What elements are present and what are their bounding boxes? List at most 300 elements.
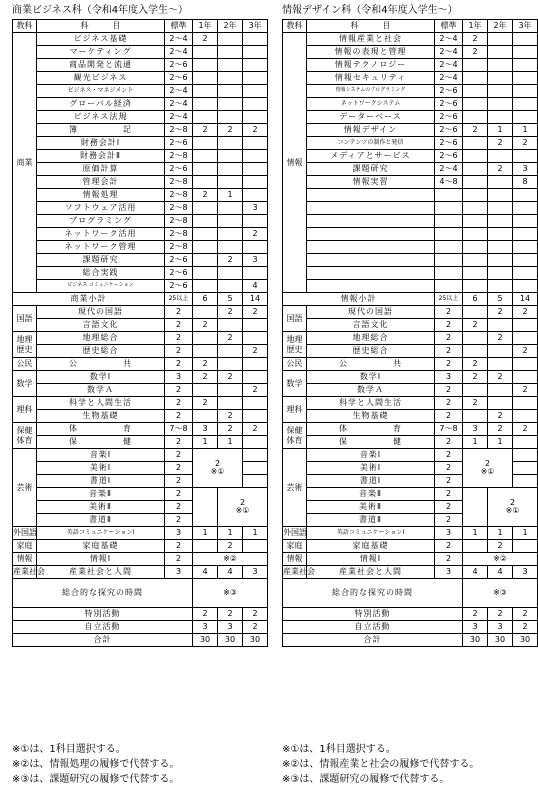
year1-cell: 30: [463, 634, 488, 647]
year2-cell: [488, 189, 513, 202]
table-row: [13, 449, 268, 462]
standard-cell: 2: [165, 449, 193, 462]
year1-cell: [193, 72, 218, 85]
subject-cell: データーベース: [307, 111, 435, 124]
table-row: [283, 33, 538, 46]
footnote: ※①は、1科目選択する。: [282, 744, 396, 755]
table-row: [283, 228, 538, 241]
subject-cell: 数学Ａ: [37, 384, 165, 397]
year3-cell: [243, 150, 268, 163]
subject-cell: グローバル経済: [37, 98, 165, 111]
year3-cell: [243, 410, 268, 423]
standard-cell: 2: [435, 384, 463, 397]
standard-cell: 2～8: [165, 124, 193, 137]
special-activity-row: [283, 608, 538, 621]
subject-cell: メディアとサービス: [307, 150, 435, 163]
art-selection-1: [463, 449, 513, 488]
table-row: [283, 527, 538, 540]
year2-cell: [488, 176, 513, 189]
year3-cell: [513, 46, 538, 59]
subtotal-standard: 25以上: [165, 293, 193, 306]
year3-cell: 3: [513, 566, 538, 579]
year2-cell: 4: [488, 566, 513, 579]
subject-cell: 英語コミュニケーションⅠ: [37, 527, 165, 540]
subject-cell: ネットワークシステム: [307, 98, 435, 111]
header-year1: 1年: [463, 20, 488, 33]
year3-cell: [243, 462, 268, 475]
year3-cell: [513, 475, 538, 488]
subject-cell: 情報実習: [307, 176, 435, 189]
subject-cell: 科学と人間生活: [37, 397, 165, 410]
subject-cell: 書道Ⅰ: [37, 475, 165, 488]
table-row: [283, 150, 538, 163]
year1-cell: [463, 540, 488, 553]
table-row: [283, 137, 538, 150]
year2-cell: 5: [488, 293, 513, 306]
table-row: [13, 397, 268, 410]
standard-cell: 2: [435, 332, 463, 345]
year1-cell: [193, 163, 218, 176]
year3-cell: [513, 332, 538, 345]
category-cell: 芸術: [283, 449, 307, 527]
year2-cell: [488, 241, 513, 254]
table-row: [13, 384, 268, 397]
year3-cell: [513, 462, 538, 475]
special-activity-label: 特別活動: [283, 608, 463, 621]
subject-cell: 現代の国語: [307, 306, 435, 319]
header-category: 教科: [13, 20, 37, 33]
year2-cell: [488, 397, 513, 410]
year2-cell: 1: [488, 527, 513, 540]
year2-cell: [218, 280, 243, 293]
year1-cell: [463, 202, 488, 215]
year1-cell: 2: [193, 124, 218, 137]
year3-cell: [243, 449, 268, 462]
category-cell: 国語: [283, 306, 307, 332]
category-cell: 産業社会: [13, 566, 37, 579]
year3-cell: 2: [513, 137, 538, 150]
subject-cell: 情報セキュリティ: [307, 72, 435, 85]
subject-cell: 家庭基礎: [37, 540, 165, 553]
year2-cell: [218, 85, 243, 98]
year2-cell: 3: [488, 621, 513, 634]
subject-cell: 書道Ⅱ: [307, 514, 435, 527]
header-year3: 3年: [243, 20, 268, 33]
subject-cell: 音楽Ⅱ: [37, 488, 165, 501]
standard-cell: 2: [165, 514, 193, 527]
category-cell: 外国語: [283, 527, 307, 540]
table-row: [283, 384, 538, 397]
standard-cell: 2: [435, 345, 463, 358]
header-row: [283, 20, 538, 33]
year3-cell: [513, 254, 538, 267]
year1-cell: [463, 111, 488, 124]
subject-cell: 数学Ⅰ: [37, 371, 165, 384]
year2-cell: [218, 137, 243, 150]
standard-cell: 2～8: [165, 150, 193, 163]
year1-cell: [193, 150, 218, 163]
note-cell: ※②: [463, 553, 538, 566]
year1-cell: [463, 72, 488, 85]
year2-cell: [218, 241, 243, 254]
year2-cell: [218, 267, 243, 280]
standard-cell: 2～6: [165, 254, 193, 267]
table-row: [13, 553, 268, 566]
subject-cell: 情報Ⅰ: [37, 553, 165, 566]
year2-cell: [488, 345, 513, 358]
year3-cell: 2: [513, 423, 538, 436]
total-label: 合計: [13, 634, 193, 647]
year2-cell: [488, 59, 513, 72]
subject-cell: 美術Ⅱ: [307, 501, 435, 514]
year1-cell: 3: [193, 621, 218, 634]
left-notes: [12, 742, 179, 787]
year1-cell: [193, 98, 218, 111]
table-row: [283, 423, 538, 436]
table-row: [13, 566, 268, 579]
category-cell: 公民: [283, 358, 307, 371]
subject-cell: 美術Ⅱ: [37, 501, 165, 514]
year3-cell: 2: [243, 384, 268, 397]
year1-cell: [193, 228, 218, 241]
year3-cell: [513, 59, 538, 72]
subtotal-row: [13, 293, 268, 306]
year3-cell: 2: [513, 306, 538, 319]
year2-cell: [488, 111, 513, 124]
right-notes: [282, 742, 479, 787]
special-activity-label: 特別活動: [13, 608, 193, 621]
year1-cell: 2: [463, 371, 488, 384]
category-cell: 国語: [13, 306, 37, 332]
table-row: [283, 436, 538, 449]
standard-cell: 2～6: [435, 124, 463, 137]
year3-cell: 8: [513, 176, 538, 189]
sheet-title: 情報デザイン科（令和4年度入学生～）: [282, 5, 458, 16]
standard-cell: [435, 189, 463, 202]
category-cell: 保健体育: [13, 423, 37, 449]
table-row: [283, 410, 538, 423]
subject-cell: 歴史総合: [37, 345, 165, 358]
year2-cell: [218, 228, 243, 241]
year1-cell: 2: [463, 608, 488, 621]
year1-cell: [463, 345, 488, 358]
table-row: [13, 423, 268, 436]
standard-cell: 2: [165, 384, 193, 397]
subject-cell: 保 健: [37, 436, 165, 449]
year3-cell: [513, 436, 538, 449]
year2-cell: 5: [218, 293, 243, 306]
year2-cell: [218, 163, 243, 176]
table-row: [283, 163, 538, 176]
table-row: [13, 98, 268, 111]
standard-cell: 2～6: [165, 163, 193, 176]
year1-cell: 2: [463, 397, 488, 410]
subject-cell: 公 共: [37, 358, 165, 371]
year3-cell: 30: [243, 634, 268, 647]
year1-cell: [463, 384, 488, 397]
subject-cell: 音楽Ⅰ: [307, 449, 435, 462]
subject-cell: [307, 241, 435, 254]
subject-cell: ソフトウェア活用: [37, 202, 165, 215]
year2-cell: 1: [488, 436, 513, 449]
year1-cell: 2: [193, 608, 218, 621]
year2-cell: [488, 384, 513, 397]
year3-cell: 2: [513, 608, 538, 621]
standard-cell: 7～8: [165, 423, 193, 436]
year2-cell: 2: [488, 423, 513, 436]
standard-cell: 2: [165, 397, 193, 410]
year3-cell: 1: [513, 124, 538, 137]
year1-cell: [463, 332, 488, 345]
year3-cell: [513, 111, 538, 124]
year2-cell: [218, 98, 243, 111]
subject-cell: 簿 記: [37, 124, 165, 137]
year3-cell: 2: [513, 384, 538, 397]
year2-cell: [488, 33, 513, 46]
subject-cell: 公 共: [307, 358, 435, 371]
year1-cell: [463, 241, 488, 254]
header-standard: 標準: [165, 20, 193, 33]
subject-cell: 情報の表現と管理: [307, 46, 435, 59]
year2-cell: 2: [218, 608, 243, 621]
table-row: [283, 124, 538, 137]
subject-cell: 現代の国語: [37, 306, 165, 319]
year2-cell: [488, 280, 513, 293]
subject-cell: 総合実践: [37, 267, 165, 280]
standard-cell: [435, 280, 463, 293]
category-cell: 保健体育: [283, 423, 307, 449]
standard-cell: 2～4: [165, 98, 193, 111]
year1-cell: 4: [463, 566, 488, 579]
footnote: ※①は、1科目選択する。: [12, 744, 126, 755]
year3-cell: 3: [243, 202, 268, 215]
subject-cell: 情報システムのプログラミング: [307, 85, 435, 98]
year1-cell: 6: [193, 293, 218, 306]
year1-cell: [193, 137, 218, 150]
standard-cell: 2～6: [165, 59, 193, 72]
table-row: [13, 85, 268, 98]
subject-cell: 数学Ａ: [307, 384, 435, 397]
year3-cell: [243, 72, 268, 85]
subject-cell: 観光ビジネス: [37, 72, 165, 85]
year3-cell: [243, 46, 268, 59]
subject-cell: 言語文化: [37, 319, 165, 332]
subject-cell: 情報テクノロジー: [307, 59, 435, 72]
subject-cell: 英語コミュニケーションⅠ: [307, 527, 435, 540]
year2-cell: 2: [488, 371, 513, 384]
year1-cell: 2: [463, 46, 488, 59]
year2-cell: [218, 384, 243, 397]
table-row: [13, 488, 268, 501]
table-row: [13, 540, 268, 553]
subtotal-label: 商業小計: [13, 293, 165, 306]
year2-cell: 2: [218, 371, 243, 384]
year1-cell: [463, 59, 488, 72]
year3-cell: 3: [243, 254, 268, 267]
subject-cell: 地理総合: [37, 332, 165, 345]
standard-cell: 3: [165, 527, 193, 540]
year1-cell: [463, 137, 488, 150]
year3-cell: [513, 72, 538, 85]
subject-cell: 数学Ⅰ: [307, 371, 435, 384]
year1-cell: [463, 150, 488, 163]
year2-cell: 4: [218, 566, 243, 579]
standard-cell: 2: [165, 488, 193, 501]
subject-cell: 情報産業と社会: [307, 33, 435, 46]
table-row: [13, 33, 268, 46]
year2-cell: [488, 358, 513, 371]
year1-cell: [463, 267, 488, 280]
year1-cell: [193, 488, 218, 527]
year3-cell: [513, 228, 538, 241]
year1-cell: 3: [463, 621, 488, 634]
table-row: [13, 163, 268, 176]
standard-cell: 2～6: [165, 72, 193, 85]
curriculum-table: [12, 19, 268, 647]
table-row: [13, 215, 268, 228]
category-cell: 産業社会: [283, 566, 307, 579]
category-cell: 地理歴史: [283, 332, 307, 358]
year2-cell: 30: [218, 634, 243, 647]
year3-cell: [243, 33, 268, 46]
standard-cell: 2: [165, 436, 193, 449]
standard-cell: 2: [165, 332, 193, 345]
year3-cell: [243, 59, 268, 72]
table-row: [13, 527, 268, 540]
standard-cell: 2～4: [435, 72, 463, 85]
subject-cell: 体 育: [37, 423, 165, 436]
year1-cell: 2: [193, 397, 218, 410]
year3-cell: [243, 267, 268, 280]
category-cell: 数学: [283, 371, 307, 397]
standard-cell: 2～4: [435, 33, 463, 46]
table-row: [283, 371, 538, 384]
year3-cell: [513, 85, 538, 98]
standard-cell: 2: [435, 475, 463, 488]
subject-cell: ビジネス基礎: [37, 33, 165, 46]
year2-cell: 2: [218, 124, 243, 137]
year2-cell: 2: [488, 306, 513, 319]
standard-cell: 2～8: [165, 228, 193, 241]
year3-cell: [243, 176, 268, 189]
standard-cell: 4～8: [435, 176, 463, 189]
standard-cell: 3: [435, 371, 463, 384]
standard-cell: 2～8: [165, 176, 193, 189]
subject-cell: ビジネス コミュニケーション: [37, 280, 165, 293]
year1-cell: [463, 488, 488, 527]
year3-cell: 3: [513, 163, 538, 176]
year1-cell: [193, 241, 218, 254]
subject-cell: 保 健: [307, 436, 435, 449]
subject-cell: 課題研究: [307, 163, 435, 176]
year2-cell: [218, 46, 243, 59]
year3-cell: [513, 280, 538, 293]
table-row: [283, 46, 538, 59]
footnote: ※③は、課題研究の履修で代替する。: [282, 774, 450, 785]
table-row: [283, 488, 538, 501]
subject-cell: 言語文化: [307, 319, 435, 332]
standard-cell: 2～4: [435, 163, 463, 176]
year1-cell: 6: [463, 293, 488, 306]
year1-cell: 2: [463, 33, 488, 46]
year1-cell: 2: [193, 358, 218, 371]
standard-cell: 2～6: [165, 267, 193, 280]
table-row: [283, 202, 538, 215]
standard-cell: 2～8: [165, 202, 193, 215]
year2-cell: [218, 319, 243, 332]
standard-cell: 2～4: [165, 33, 193, 46]
selection-note: ※①: [235, 506, 250, 515]
standard-cell: 2～4: [165, 111, 193, 124]
table-row: [13, 189, 268, 202]
table-row: [283, 345, 538, 358]
special-activity-row: [13, 608, 268, 621]
left-sheet: [12, 4, 268, 647]
standard-cell: 2: [435, 397, 463, 410]
year2-cell: 1: [218, 527, 243, 540]
year3-cell: [243, 475, 268, 488]
table-row: [13, 228, 268, 241]
subject-cell: 体 育: [307, 423, 435, 436]
standard-cell: 2: [165, 475, 193, 488]
standard-cell: 2: [435, 514, 463, 527]
year1-cell: 3: [193, 423, 218, 436]
standard-cell: [435, 202, 463, 215]
header-category: 教科: [283, 20, 307, 33]
year3-cell: [513, 371, 538, 384]
year1-cell: 2: [193, 189, 218, 202]
table-row: [13, 150, 268, 163]
inquiry-note: ※③: [463, 579, 538, 608]
subject-cell: 美術Ⅰ: [307, 462, 435, 475]
year2-cell: [488, 267, 513, 280]
year3-cell: [513, 358, 538, 371]
standard-cell: 2: [165, 501, 193, 514]
subject-cell: 産業社会と人間: [307, 566, 435, 579]
subject-cell: 管理会計: [37, 176, 165, 189]
table-row: [283, 358, 538, 371]
year2-cell: [488, 46, 513, 59]
selection-credits: 2: [509, 498, 516, 507]
year2-cell: 3: [218, 621, 243, 634]
year3-cell: 2: [243, 423, 268, 436]
subject-cell: 美術Ⅰ: [37, 462, 165, 475]
subject-cell: 財務会計Ⅰ: [37, 137, 165, 150]
table-row: [13, 306, 268, 319]
year2-cell: 2: [218, 332, 243, 345]
year2-cell: [218, 59, 243, 72]
table-row: [13, 202, 268, 215]
table-row: [13, 72, 268, 85]
inquiry-label: 総合的な探究の時間: [283, 579, 463, 608]
year3-cell: [243, 436, 268, 449]
table-row: [283, 449, 538, 462]
year2-cell: [218, 215, 243, 228]
year3-cell: 2: [243, 228, 268, 241]
subject-cell: [307, 202, 435, 215]
year1-cell: 2: [463, 124, 488, 137]
year2-cell: [488, 215, 513, 228]
year2-cell: [488, 98, 513, 111]
table-row: [13, 436, 268, 449]
year2-cell: [218, 358, 243, 371]
year1-cell: 2: [193, 371, 218, 384]
year2-cell: [488, 202, 513, 215]
year1-cell: 2: [463, 319, 488, 332]
year3-cell: [513, 215, 538, 228]
header-row: [13, 20, 268, 33]
subject-cell: 情報Ⅰ: [307, 553, 435, 566]
